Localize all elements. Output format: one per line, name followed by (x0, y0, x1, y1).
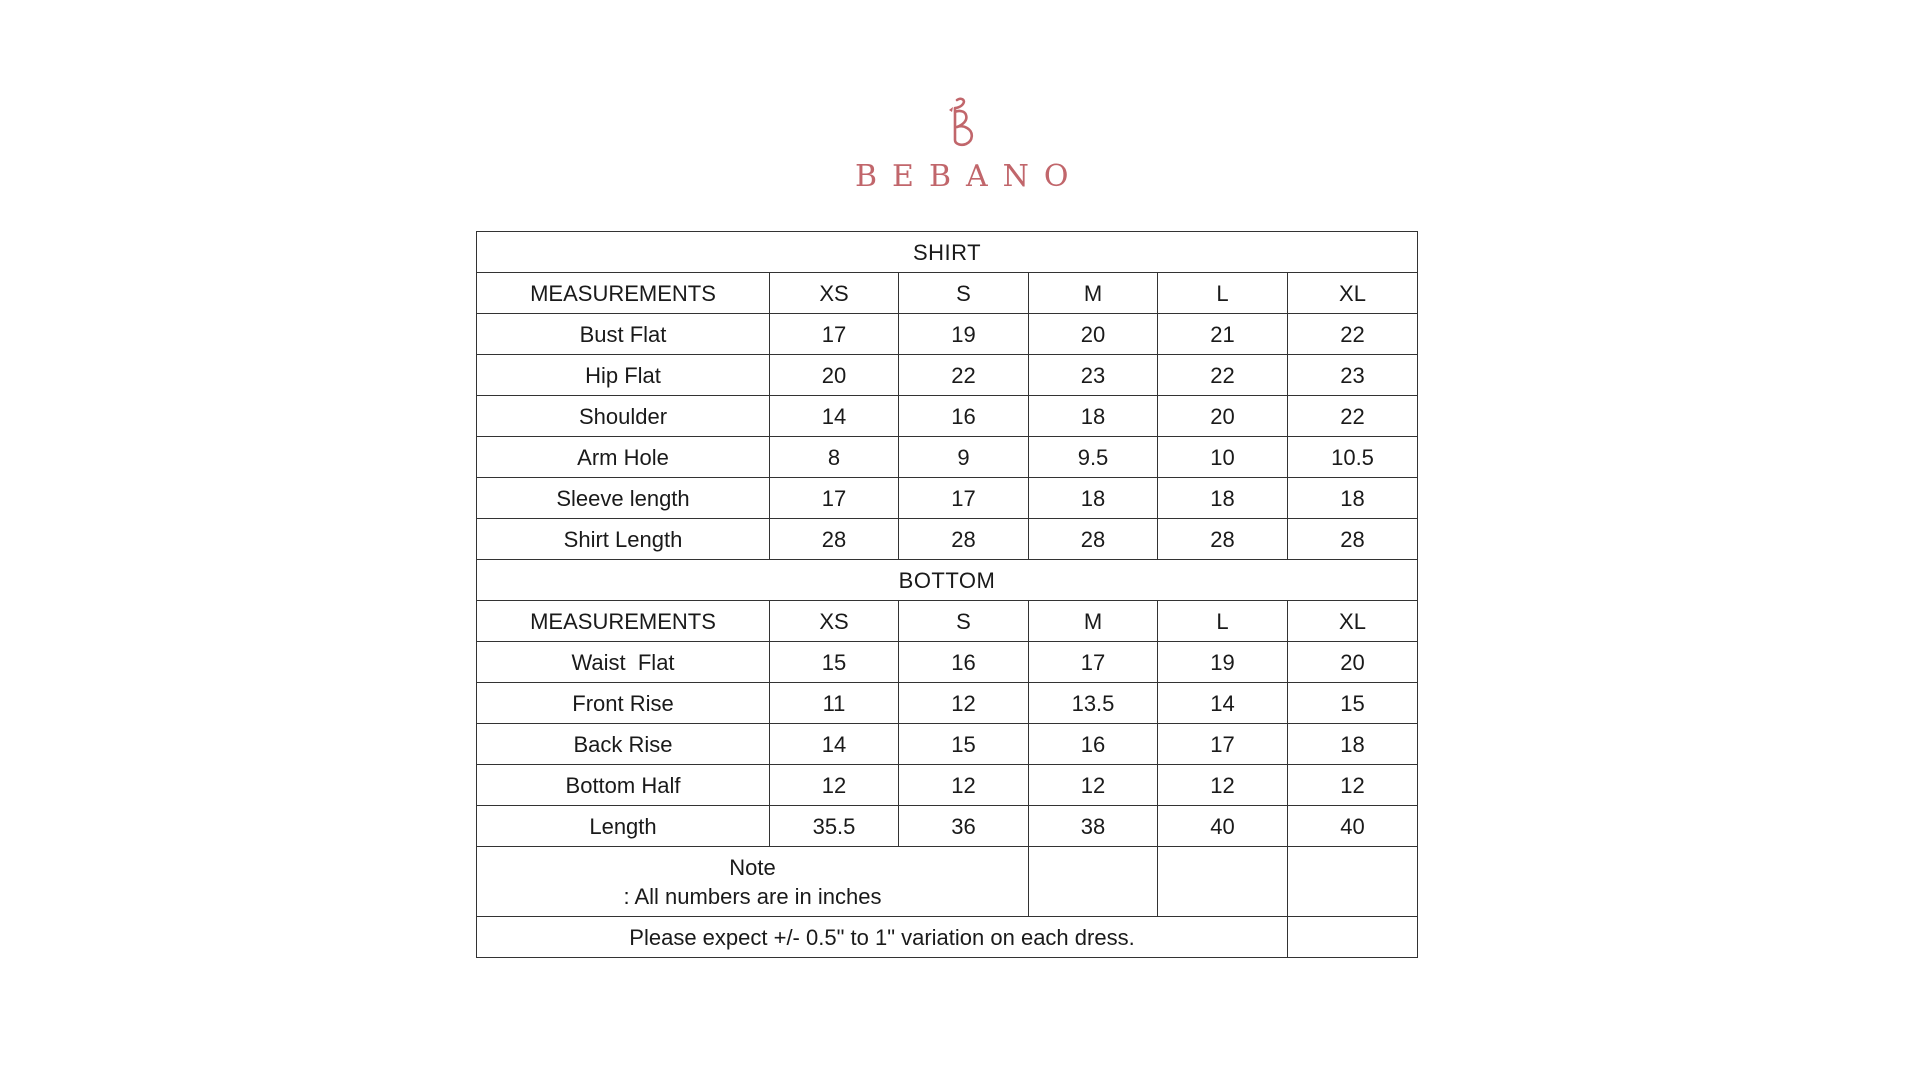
cell-value: 19 (1158, 642, 1288, 683)
cell-value: 19 (899, 314, 1029, 355)
cell-value: 22 (1288, 314, 1418, 355)
shirt-header-row (477, 273, 1418, 314)
header-measurements: MEASUREMENTS (477, 273, 770, 314)
cell-value: 12 (1158, 765, 1288, 806)
cell-value: 17 (770, 314, 899, 355)
table-row (477, 806, 1418, 847)
header-size-m: M (1029, 601, 1158, 642)
cell-value: 21 (1158, 314, 1288, 355)
empty-cell (1288, 847, 1418, 917)
table-row (477, 478, 1418, 519)
cell-value: 12 (770, 765, 899, 806)
cell-value: 23 (1288, 355, 1418, 396)
cell-value: 22 (1288, 396, 1418, 437)
cell-value: 28 (770, 519, 899, 560)
bottom-header-row (477, 601, 1418, 642)
row-label: Length (477, 806, 770, 847)
cell-value: 20 (770, 355, 899, 396)
cell-value: 10 (1158, 437, 1288, 478)
brand-logo (840, 96, 1084, 206)
row-label: Back Rise (477, 724, 770, 765)
variation-note: Please expect +/- 0.5" to 1" variation on each dress. (477, 917, 1288, 958)
cell-value: 15 (1288, 683, 1418, 724)
cell-value: 11 (770, 683, 899, 724)
cell-value: 18 (1158, 478, 1288, 519)
cell-value: 16 (899, 642, 1029, 683)
header-measurements: MEASUREMENTS (477, 601, 770, 642)
cell-value: 18 (1288, 478, 1418, 519)
table-row (477, 683, 1418, 724)
cell-value: 20 (1029, 314, 1158, 355)
cell-value: 17 (899, 478, 1029, 519)
cell-value: 20 (1158, 396, 1288, 437)
row-label: Shirt Length (477, 519, 770, 560)
cell-value: 18 (1029, 478, 1158, 519)
cell-value: 14 (1158, 683, 1288, 724)
cell-value: 14 (770, 396, 899, 437)
header-size-l: L (1158, 273, 1288, 314)
cell-value: 36 (899, 806, 1029, 847)
row-label: Shoulder (477, 396, 770, 437)
cell-value: 28 (1158, 519, 1288, 560)
brand-name: BEBANO (855, 159, 1084, 194)
note-row (477, 847, 1418, 917)
table-row (477, 519, 1418, 560)
variation-row (477, 917, 1418, 958)
cell-value: 16 (1029, 724, 1158, 765)
header-size-xs: XS (770, 601, 899, 642)
row-label: Front Rise (477, 683, 770, 724)
table-row (477, 396, 1418, 437)
shirt-title-row (477, 232, 1418, 273)
row-label: Bust Flat (477, 314, 770, 355)
cell-value: 28 (1029, 519, 1158, 560)
header-size-s: S (899, 601, 1029, 642)
note-text: : All numbers are in inches (623, 883, 882, 909)
cell-value: 17 (1029, 642, 1158, 683)
row-label: Waist Flat (477, 642, 770, 683)
header-size-xs: XS (770, 273, 899, 314)
note-title: Note (729, 854, 776, 880)
shirt-section-title: SHIRT (477, 232, 1418, 273)
cell-value: 40 (1158, 806, 1288, 847)
table-row (477, 642, 1418, 683)
table-row (477, 314, 1418, 355)
cell-value: 12 (1288, 765, 1418, 806)
cell-value: 16 (899, 396, 1029, 437)
cell-value: 18 (1029, 396, 1158, 437)
empty-cell (1158, 847, 1288, 917)
size-chart-table (476, 231, 1418, 958)
table-row (477, 765, 1418, 806)
header-size-m: M (1029, 273, 1158, 314)
table-row (477, 437, 1418, 478)
note-cell (477, 847, 1029, 917)
cell-value: 40 (1288, 806, 1418, 847)
cell-value: 35.5 (770, 806, 899, 847)
cell-value: 17 (770, 478, 899, 519)
cell-value: 23 (1029, 355, 1158, 396)
table-row (477, 724, 1418, 765)
monogram-b-icon (935, 96, 985, 148)
header-size-xl: XL (1288, 273, 1418, 314)
cell-value: 12 (899, 683, 1029, 724)
cell-value: 38 (1029, 806, 1158, 847)
cell-value: 14 (770, 724, 899, 765)
cell-value: 10.5 (1288, 437, 1418, 478)
cell-value: 28 (1288, 519, 1418, 560)
cell-value: 20 (1288, 642, 1418, 683)
row-label: Sleeve length (477, 478, 770, 519)
cell-value: 15 (770, 642, 899, 683)
cell-value: 22 (899, 355, 1029, 396)
header-size-xl: XL (1288, 601, 1418, 642)
cell-value: 12 (1029, 765, 1158, 806)
cell-value: 13.5 (1029, 683, 1158, 724)
cell-value: 8 (770, 437, 899, 478)
empty-cell (1029, 847, 1158, 917)
cell-value: 9 (899, 437, 1029, 478)
table-row (477, 355, 1418, 396)
header-size-l: L (1158, 601, 1288, 642)
cell-value: 12 (899, 765, 1029, 806)
row-label: Hip Flat (477, 355, 770, 396)
empty-cell (1288, 917, 1418, 958)
row-label: Arm Hole (477, 437, 770, 478)
cell-value: 22 (1158, 355, 1288, 396)
cell-value: 18 (1288, 724, 1418, 765)
cell-value: 17 (1158, 724, 1288, 765)
cell-value: 15 (899, 724, 1029, 765)
cell-value: 9.5 (1029, 437, 1158, 478)
bottom-title-row (477, 560, 1418, 601)
header-size-s: S (899, 273, 1029, 314)
cell-value: 28 (899, 519, 1029, 560)
row-label: Bottom Half (477, 765, 770, 806)
bottom-section-title: BOTTOM (477, 560, 1418, 601)
